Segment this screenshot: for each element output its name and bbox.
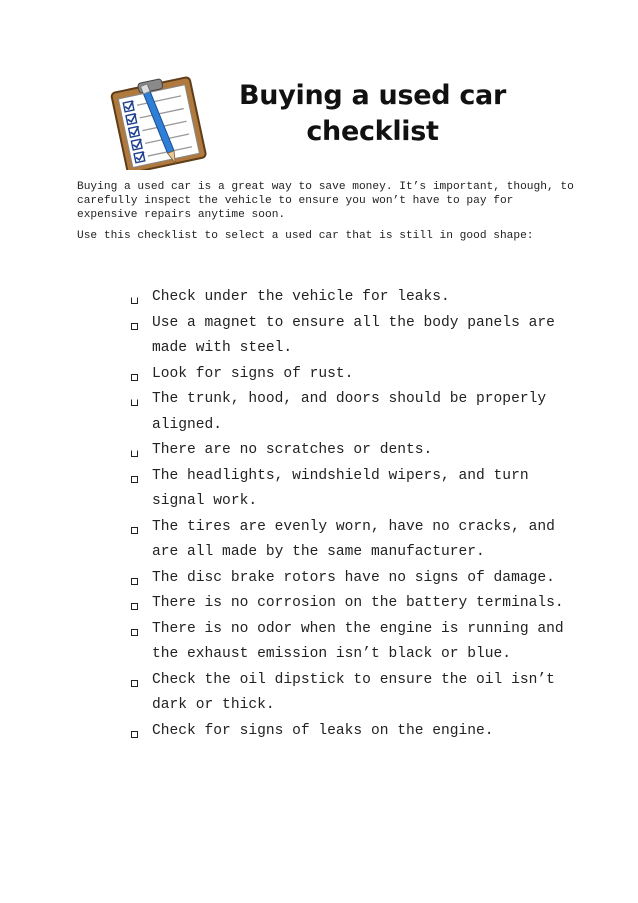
checklist-item-label: Look for signs of rust. — [152, 365, 354, 382]
checkbox-icon[interactable] — [131, 680, 138, 687]
checkbox-icon[interactable] — [131, 374, 138, 381]
checklist-item — [120, 515, 580, 566]
checklist-item — [120, 362, 580, 388]
checklist-item-label: Check under the vehicle for leaks. — [152, 289, 450, 305]
checklist — [120, 285, 580, 744]
title-line-1: Buying a used car — [239, 80, 506, 111]
checklist-item — [120, 617, 580, 668]
intro-paragraph-2: Use this checklist to select a used car that is still in good shape: — [77, 230, 534, 243]
checklist-item-label: There are no scratches or dents. — [152, 442, 433, 458]
checklist-item-label: The tires are evenly worn, have no cracks, and are all made by the same manufacturer. — [152, 518, 555, 560]
checklist-item — [120, 311, 580, 362]
checklist-item — [120, 464, 580, 515]
checkbox-icon[interactable] — [131, 731, 138, 738]
checkbox-icon[interactable] — [131, 578, 138, 585]
checklist-item-label: The trunk, hood, and doors should be properly aligned. — [152, 391, 547, 433]
checklist-item-label: Use a magnet to ensure all the body panels are made with steel. — [152, 314, 555, 356]
checklist-item — [120, 566, 580, 592]
checkbox-icon[interactable] — [131, 476, 138, 483]
page-header — [0, 0, 638, 175]
intro-paragraph-1: Buying a used car is a great way to save money. It’s important, though, to carefully inspect the vehicle to ensure you won’t have to pay for expensive repairs anytime soon. — [77, 181, 574, 221]
checklist-item-label: Check the oil dipstick to ensure the oil isn’t dark or thick. — [152, 671, 555, 713]
checkbox-icon[interactable] — [131, 323, 138, 330]
checkbox-icon[interactable] — [131, 399, 138, 406]
checklist-item — [120, 719, 580, 745]
checklist-item — [120, 387, 580, 438]
intro-text — [77, 181, 577, 244]
checklist-item-label: The disc brake rotors have no signs of damage. — [152, 569, 555, 586]
checkbox-icon[interactable] — [131, 603, 138, 610]
checklist-item-label: The headlights, windshield wipers, and turn signal work. — [152, 467, 529, 509]
checkbox-icon[interactable] — [131, 527, 138, 534]
checklist-item — [120, 668, 580, 719]
checklist-item — [120, 285, 580, 311]
checkbox-icon[interactable] — [131, 629, 138, 636]
checklist-item — [120, 438, 580, 464]
checklist-item-label: There is no odor when the engine is running and the exhaust emission isn’t black or blue. — [152, 620, 564, 662]
checkbox-icon[interactable] — [131, 450, 138, 457]
title-line-2: checklist — [306, 116, 439, 147]
checklist-item — [120, 591, 580, 617]
checkbox-icon[interactable] — [131, 297, 138, 304]
checklist-item-label: There is no corrosion on the battery terminals. — [152, 595, 564, 611]
page-title — [200, 78, 545, 150]
checklist-item-label: Check for signs of leaks on the engine. — [152, 722, 494, 739]
